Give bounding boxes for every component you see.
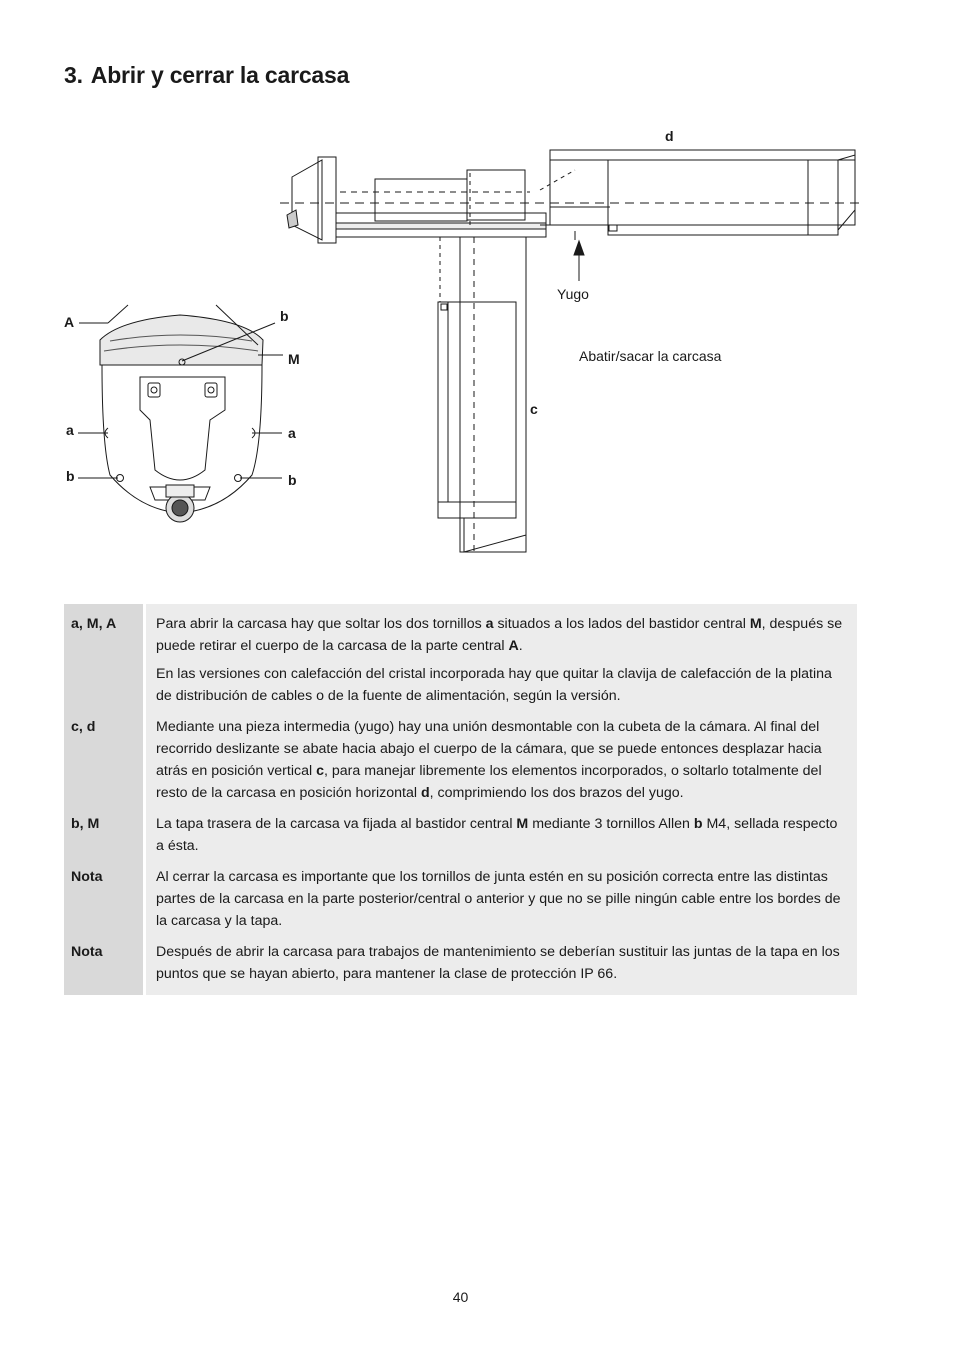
note-text-run: Después de abrir la carcasa para trabajos de mantenimiento se deberían sustituir las juntas de la tapa en los puntos que se hayan abierto, para mantener la clase de protección IP 66. — [156, 944, 840, 982]
note-key: Nota — [64, 857, 145, 932]
label-a-right: a — [288, 425, 296, 441]
note-key: b, M — [64, 804, 145, 857]
note-key: a, M, A — [64, 604, 145, 707]
note-row — [64, 707, 857, 804]
page-number: 40 — [452, 1289, 469, 1305]
note-paragraph — [156, 716, 849, 804]
section-title: Abrir y cerrar la carcasa — [90, 62, 350, 88]
note-text-run: . — [518, 638, 523, 654]
note-text-run: situados a los lados del bastidor central — [493, 616, 750, 632]
note-row — [64, 932, 857, 995]
note-text — [145, 707, 858, 804]
label-a-left: a — [66, 422, 74, 438]
note-text-run: La tapa trasera de la carcasa va fijada al bastidor central — [156, 816, 517, 832]
note-key: Nota — [64, 932, 145, 995]
note-paragraph — [156, 663, 849, 707]
label-b-left: b — [66, 468, 75, 484]
label-yugo: Yugo — [557, 286, 589, 302]
note-reference-letter: M — [516, 816, 529, 832]
technical-drawing — [0, 115, 954, 575]
note-text-run: , después se puede retirar el cuerpo de la carcasa de la parte central — [156, 616, 843, 654]
label-b-top: b — [280, 308, 289, 324]
note-row — [64, 604, 857, 707]
housing-figure — [0, 115, 954, 575]
note-reference-letter: b — [693, 816, 703, 832]
note-text — [145, 857, 858, 932]
note-reference-letter: M — [749, 616, 762, 632]
note-row — [64, 804, 857, 857]
label-A: A — [64, 314, 75, 330]
note-text-run: , comprimiendo los dos brazos del yugo. — [429, 785, 684, 801]
figure-caption: Abatir/sacar la carcasa — [579, 348, 722, 364]
note-paragraph — [156, 613, 849, 657]
note-paragraph — [156, 866, 849, 932]
note-key: c, d — [64, 707, 145, 804]
note-text-run: En las versiones con calefacción del cristal incorporada hay que quitar la clavija de calefacción de la platina de distribución de cables o de la fuente de alimentación, según la versión. — [156, 666, 832, 704]
note-paragraph — [156, 813, 849, 857]
note-text-run: Mediante una pieza intermedia (yugo) hay una unión desmontable con la cubeta de la cámara. Al final del recorrido deslizante se abate hacia abajo el cuerpo de la cámara, que se puede entonces desplazar hacia atrás en posición vertical — [156, 719, 822, 779]
note-text — [145, 604, 858, 707]
note-text-run: mediante 3 tornillos Allen — [528, 816, 694, 832]
note-text-run: M4, sellada respecto a ésta. — [156, 816, 838, 854]
section-number: 3. — [64, 62, 83, 88]
note-reference-letter: c — [316, 763, 324, 779]
rear-cap-drawing — [78, 305, 283, 522]
note-text-run: , para manejar libremente los elementos incorporados, o soltarlo totalmente del resto de la carcasa en posición horizontal — [156, 763, 822, 801]
note-text — [145, 804, 858, 857]
notes-table — [64, 604, 857, 995]
label-b-right: b — [288, 472, 297, 488]
note-row — [64, 857, 857, 932]
vertical-housing-drawing — [438, 237, 526, 555]
section-heading — [64, 62, 349, 89]
side-housing-drawing — [280, 150, 860, 243]
note-reference-letter: A — [508, 638, 519, 654]
note-reference-letter: d — [420, 785, 430, 801]
note-paragraph — [156, 941, 849, 985]
label-d: d — [665, 128, 674, 144]
note-text-run: Al cerrar la carcasa es importante que los tornillos de junta estén en su posición correcta entre las distintas partes de la carcasa en la parte posterior/central o anterior y que no se pille ningún cable entre los bordes de la carcasa y la tapa. — [156, 869, 841, 929]
yoke-arrow — [574, 241, 584, 281]
notes-body — [64, 604, 857, 995]
note-reference-letter: a — [485, 616, 494, 632]
label-c: c — [530, 401, 538, 417]
label-M: M — [288, 351, 300, 367]
note-text — [145, 932, 858, 995]
note-text-run: Para abrir la carcasa hay que soltar los dos tornillos — [156, 616, 486, 632]
